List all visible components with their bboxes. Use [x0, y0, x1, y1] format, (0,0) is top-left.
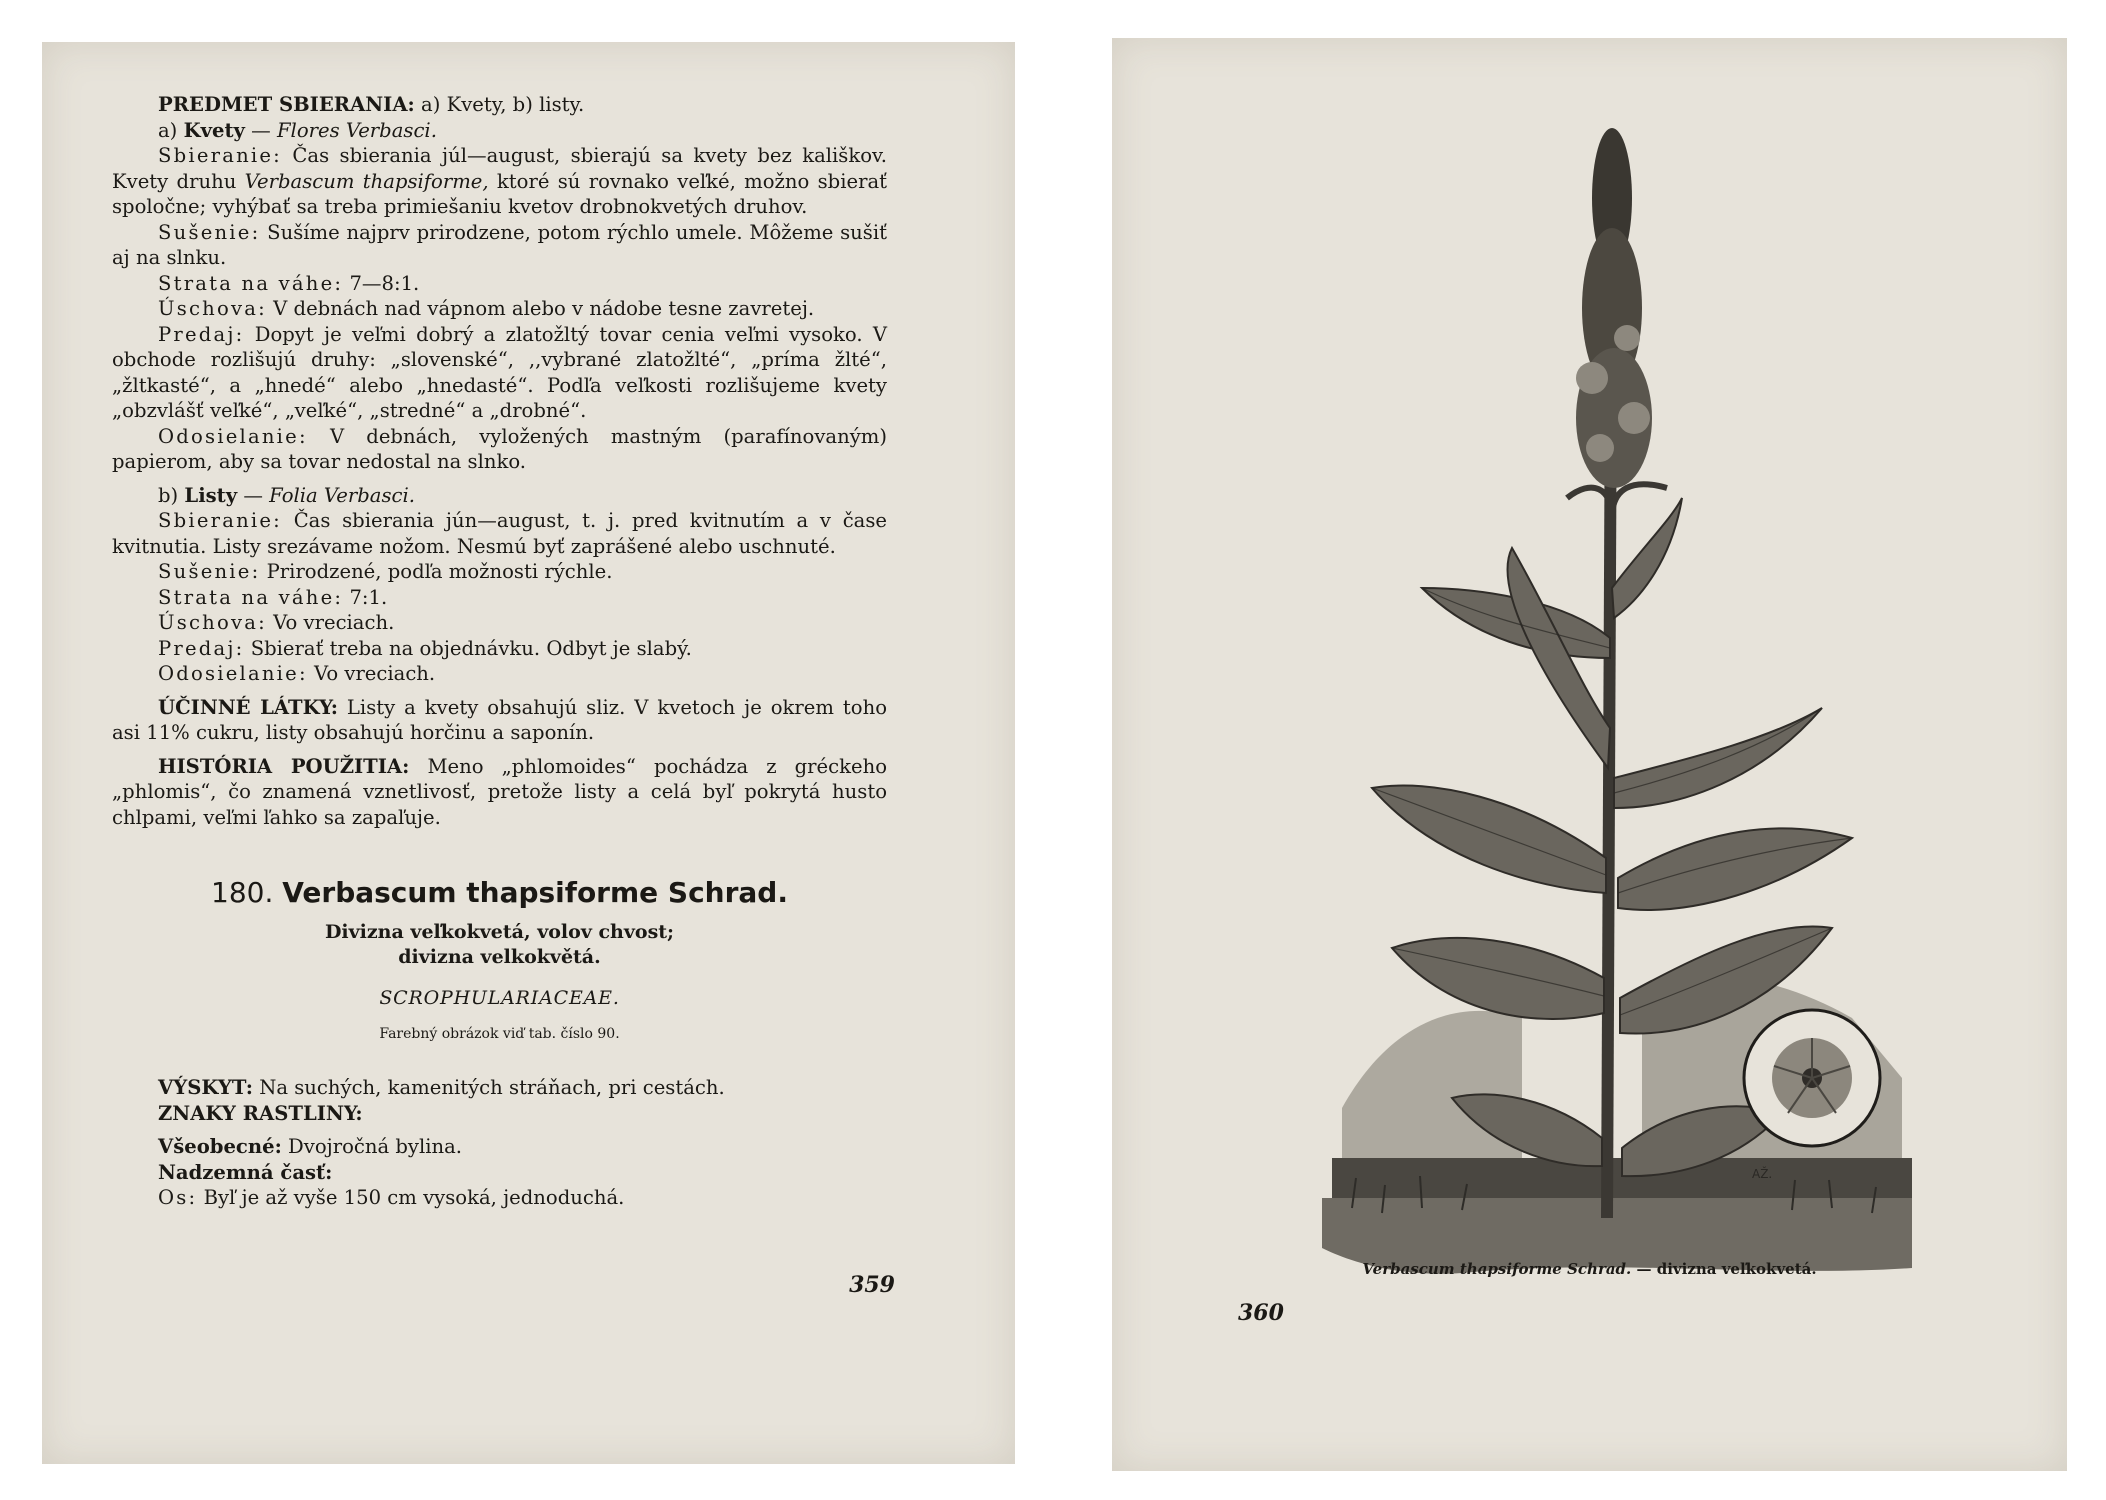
section-a-heading: a) Kvety — Flores Verbasci.	[158, 118, 437, 142]
artist-initials: AŽ.	[1752, 1167, 1773, 1181]
species-title: 180. Verbascum thapsiforme Schrad.	[211, 876, 788, 909]
active-substances-paragraph: ÚČINNÉ LÁTKY: Listy a kvety obsahujú sliz. V kvetoch je okrem toho asi 11% cukru, listy obsahujú horčinu a saponín.	[112, 695, 888, 744]
page-number-left: 359	[849, 1272, 895, 1298]
illustration-caption: Verbascum thapsiforme Schrad. — divizna veľkokvetá.	[1362, 1260, 1817, 1278]
general-line: Všeobecné: Dvojročná bylina.	[158, 1135, 463, 1158]
heading-label: PREDMET SBIERANIA:	[158, 93, 415, 116]
family-name: SCROPHULARIACEAE.	[379, 987, 620, 1009]
common-names: Divizna veľkokvetá, volov chvost; divizna velkokvětá.	[324, 921, 675, 968]
b-sbieranie-paragraph: Sbieranie: Čas sbierania jún—august, t. j. pred kvitnutím a v čase kvitnutia. Listy srezávame nožom. Nesmú byť zaprášené alebo uschnuté.	[112, 509, 887, 558]
a-predaj-paragraph: Predaj: Dopyt je veľmi dobrý a zlatožltý tovar cenia veľmi vysoko. V obchode rozlišujú druhy: „slovenské“, ,,vybrané zlatožlté“, „príma žlté“, „žltkasté“, a „hnedé“ alebo „hnedasté“. Podľa veľkosti rozlišujeme kvety „obzvlášť veľké“, „veľké“, „stredné“ a „drobné“.	[112, 322, 887, 422]
section-b-heading: b) Listy — Folia Verbasci.	[158, 483, 415, 507]
b-odosielanie-paragraph: Odosielanie: Vo vreciach.	[158, 662, 436, 685]
flower-detail-medallion	[1744, 1010, 1880, 1146]
a-odosielanie-paragraph: Odosielanie: V debnách, vyložených mastným (parafínovaným) papierom, aby sa tovar nedostal na slnko.	[112, 424, 887, 473]
stem-line: Os: Byľ je až vyše 150 cm vysoká, jednoduchá.	[158, 1186, 625, 1209]
a-uschova-paragraph: Úschova: V debnách nad vápnom alebo v nádobe tesne zavretej.	[158, 297, 815, 320]
color-plate-reference: Farebný obrázok viď tab. číslo 90.	[379, 1025, 620, 1042]
left-page	[42, 42, 1015, 1464]
flower-spike	[1567, 128, 1667, 518]
collection-subject-line: PREDMET SBIERANIA: a) Kvety, b) listy.	[158, 93, 585, 116]
page-number-right: 360	[1238, 1300, 1284, 1326]
b-uschova-paragraph: Úschova: Vo vreciach.	[158, 611, 395, 634]
b-predaj-paragraph: Predaj: Sbierať treba na objednávku. Odbyt je slabý.	[158, 636, 692, 660]
occurrence-line: VÝSKYT: Na suchých, kamenitých stráňach, pri cestách.	[158, 1076, 725, 1099]
a-strata-paragraph: Strata na váhe: 7—8:1.	[158, 271, 420, 295]
mullein-plant-illustration	[1312, 118, 1912, 1278]
b-susenie-paragraph: Sušenie: Prirodzené, podľa možnosti rýchle.	[158, 560, 613, 583]
a-susenie-paragraph: Sušenie: Sušíme najprv prirodzene, potom rýchlo umele. Môžeme sušiť aj na slnku.	[112, 220, 887, 269]
a-sbieranie-paragraph: Sbieranie: Čas sbierania júl—august, sbierajú sa kvety bez kališkov. Kvety druhu Verbascum thapsiforme, ktoré sú rovnako veľké, možno sbierať spoločne; vyhýbať sa treba primiešaniu kvetov drobnokvetých druhov.	[112, 144, 887, 218]
plant-traits-heading: ZNAKY RASTLINY:	[158, 1101, 363, 1125]
left-page-text	[112, 92, 887, 1211]
history-paragraph: HISTÓRIA POUŽITIA: Meno „phlomoides“ pochádza z gréckeho „phlomis“, čo znamená vznetlivosť, pretože listy a celá byľ pokrytá husto chlpami, veľmi ľahko sa zapaľuje.	[112, 754, 887, 829]
b-strata-paragraph: Strata na váhe: 7:1.	[158, 585, 388, 609]
right-page	[1112, 38, 2067, 1471]
aerial-part-heading: Nadzemná časť:	[158, 1160, 333, 1184]
